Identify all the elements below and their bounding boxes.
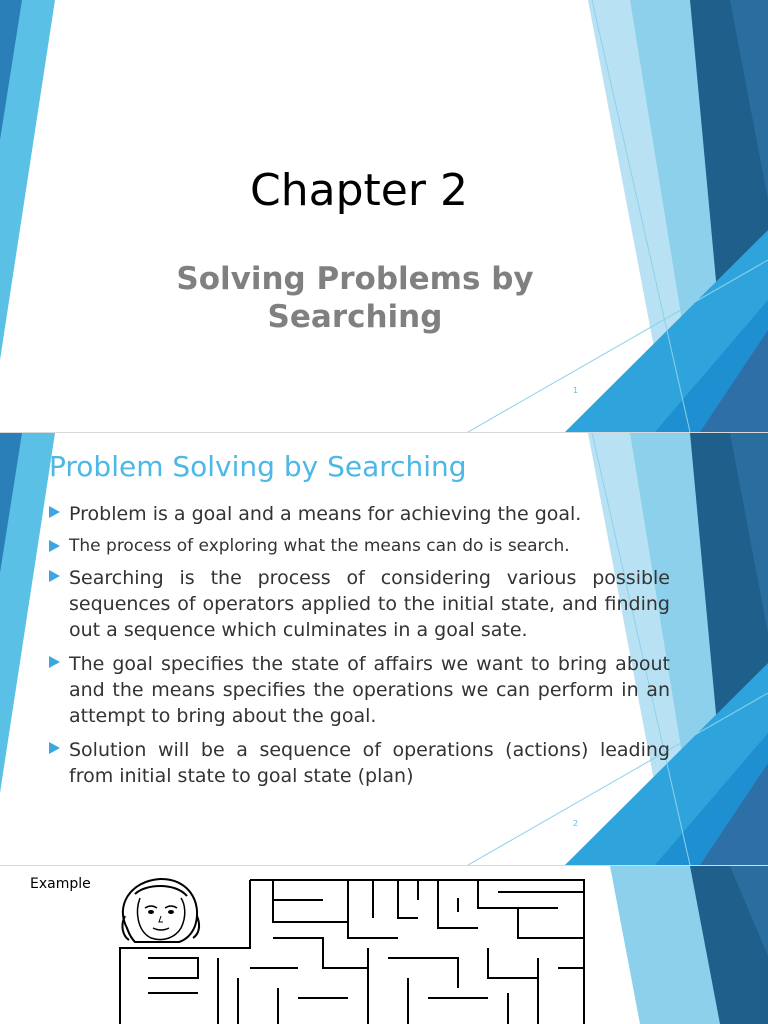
- content-slide: [0, 433, 768, 865]
- bullet-text: Searching is the process of considering various possible sequences of operators applied to the initial state, and finding out a sequence which culminates in a goal sate.: [69, 567, 670, 641]
- slide1-decoration: [0, 0, 768, 432]
- example-label: Example: [30, 876, 91, 892]
- slide-title: Problem Solving by Searching: [49, 450, 467, 483]
- example-slide: [0, 866, 768, 1024]
- bullet-text: Problem is a goal and a means for achieving the goal.: [69, 503, 582, 525]
- bullet-text: The process of exploring what the means can do is search.: [69, 536, 570, 556]
- bullet-item: [48, 737, 670, 789]
- slide-number: 1: [573, 386, 579, 395]
- chapter-subtitle: Solving Problems by Searching: [176, 261, 534, 335]
- bullet-item: [48, 501, 670, 527]
- bullet-arrow-icon: [49, 540, 60, 552]
- bullet-arrow-icon: [49, 742, 60, 754]
- bullet-item: [48, 565, 670, 643]
- bullet-arrow-icon: [49, 570, 60, 582]
- bullet-item: [48, 535, 670, 557]
- chapter-title: Chapter 2: [250, 165, 468, 216]
- maze-illustration: [118, 878, 588, 1024]
- bullet-text: Solution will be a sequence of operations (actions) leading from initial state to goal state (plan): [69, 739, 670, 787]
- bullet-arrow-icon: [49, 656, 60, 668]
- title-slide: [0, 0, 768, 432]
- bullet-arrow-icon: [49, 506, 60, 518]
- bullet-list: [48, 501, 670, 797]
- bullet-item: [48, 651, 670, 729]
- bullet-text: The goal specifies the state of affairs we want to bring about and the means specifies the operations we can perform in an attempt to bring about the goal.: [69, 653, 670, 727]
- slide-number: 2: [573, 819, 579, 828]
